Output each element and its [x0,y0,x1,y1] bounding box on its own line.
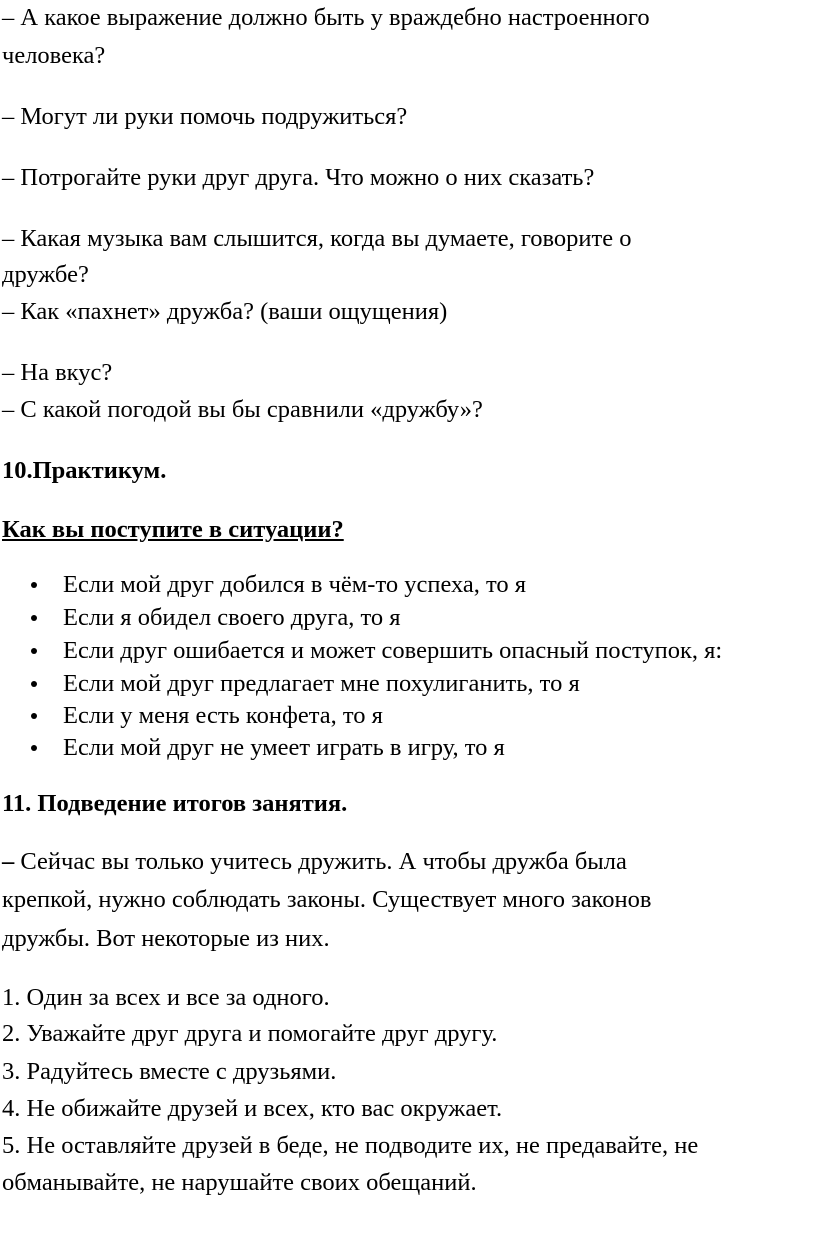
section-11-heading: 11. Подведение итогов занятия. [2,790,348,817]
intro-dash: – [2,848,15,875]
question-line: – Как «пахнет» дружба? (ваши ощущения) [2,298,448,325]
question-line: – На вкус? [2,359,113,386]
question-line: – Могут ли руки помочь подружиться? [2,103,408,130]
question-line: дружбе? [2,261,89,288]
question-line: – Потрогайте руки друг друга. Что можно о них сказать? [2,164,595,191]
list-item-text: Если я обидел своего друга, то я [63,604,401,631]
intro-line: крепкой, нужно соблюдать законы. Существует много законов [2,886,652,913]
law-item: 5. Не оставляйте друзей в беде, не подводите их, не предавайте, не [2,1132,699,1159]
intro-line [2,847,627,877]
list-item-text: Если мой друг не умеет играть в игру, то я [63,734,505,761]
section-10-heading: 10.Практикум. [2,457,167,484]
intro-text: Сейчас вы только учитесь дружить. А чтобы дружба была [14,848,627,875]
list-item-text: Если мой друг предлагает мне похулиганить, то я [63,670,580,697]
intro-line: дружбы. Вот некоторые из них. [2,925,330,952]
law-item: 3. Радуйтесь вместе с друзьями. [2,1058,337,1085]
bullet-icon [31,681,37,687]
section-10-subheading: Как вы поступите в ситуации? [2,516,344,543]
bullet-icon [31,648,37,654]
question-line: – А какое выражение должно быть у враждебно настроенного [2,4,650,31]
list-item-text: Если мой друг добился в чём-то успеха, то я [63,571,527,598]
bullet-icon [31,582,37,588]
list-item-text: Если у меня есть конфета, то я [63,702,383,729]
bullet-icon [31,713,37,719]
law-item: обманывайте, не нарушайте своих обещаний. [2,1169,477,1196]
list-item-text: Если друг ошибается и может совершить опасный поступок, я: [63,637,723,664]
question-line: – С какой погодой вы бы сравнили «дружбу»? [2,396,483,423]
question-line: человека? [2,42,106,69]
bullet-icon [31,745,37,751]
law-item: 2. Уважайте друг друга и помогайте друг другу. [2,1020,498,1047]
question-line: – Какая музыка вам слышится, когда вы думаете, говорите о [2,225,632,252]
bullet-icon [31,615,37,621]
law-item: 1. Один за всех и все за одного. [2,984,330,1011]
law-item: 4. Не обижайте друзей и всех, кто вас окружает. [2,1095,503,1122]
